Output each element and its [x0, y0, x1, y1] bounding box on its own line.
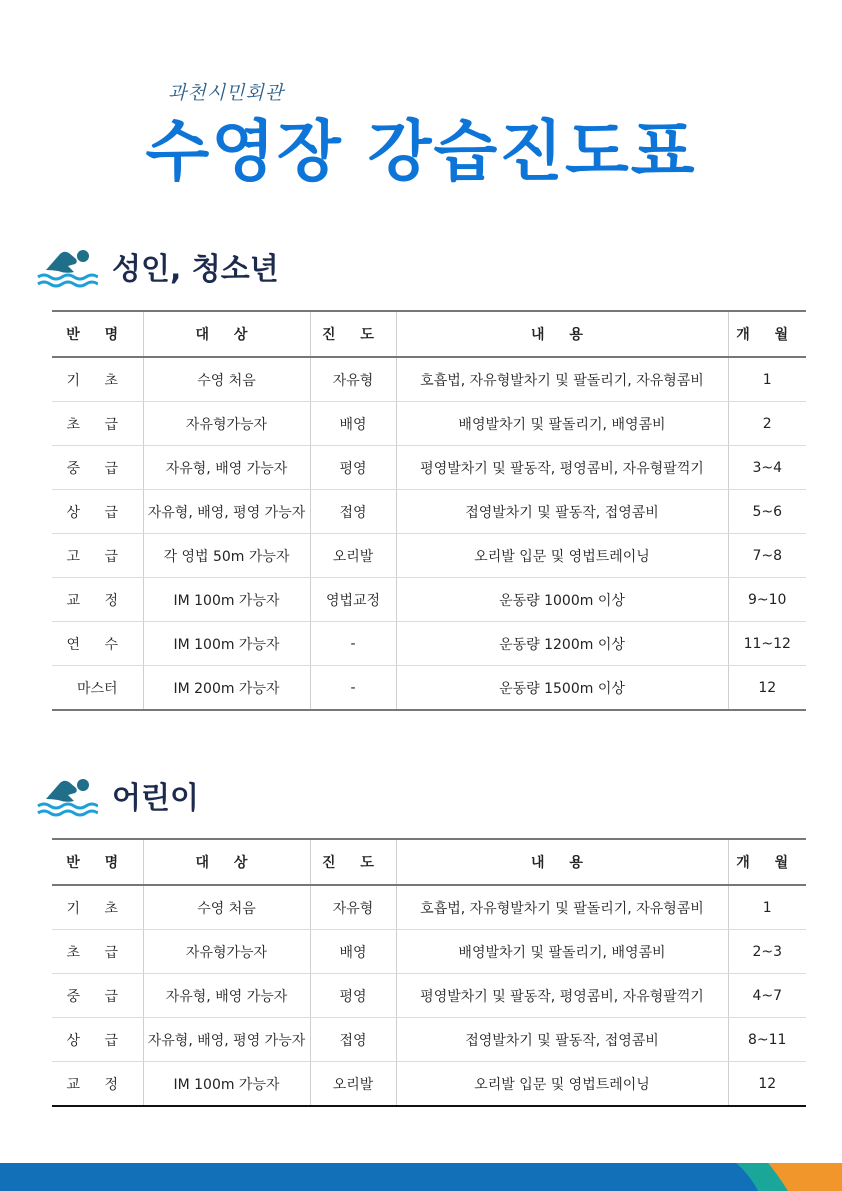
section-title: 성인, 청소년: [112, 252, 279, 287]
months: 2~3: [728, 930, 806, 974]
target: 각 영법 50m 가능자: [143, 534, 310, 578]
column-header-class: 반 명: [52, 839, 143, 885]
months: 2: [728, 402, 806, 446]
progress: 접영: [310, 1018, 396, 1062]
target: 수영 처음: [143, 885, 310, 930]
months: 9~10: [728, 578, 806, 622]
schedule-table-adult: [52, 310, 806, 711]
target: IM 200m 가능자: [143, 666, 310, 711]
class-name: 상 급: [52, 1018, 143, 1062]
content: 배영발차기 및 팔돌리기, 배영콤비: [396, 930, 728, 974]
progress: 오리발: [310, 534, 396, 578]
months: 3~4: [728, 446, 806, 490]
column-header-progress: 진 도: [310, 311, 396, 357]
months: 12: [728, 666, 806, 711]
progress: 오리발: [310, 1062, 396, 1107]
target: 자유형가능자: [143, 930, 310, 974]
class-name: 초 급: [52, 930, 143, 974]
content: 평영발차기 및 팔동작, 평영콤비, 자유형팔꺽기: [396, 446, 728, 490]
section-heading-adult: [36, 241, 279, 291]
table-row: [52, 885, 806, 930]
content: 호흡법, 자유형발차기 및 팔돌리기, 자유형콤비: [396, 357, 728, 402]
class-name: 교 정: [52, 578, 143, 622]
table-row: [52, 534, 806, 578]
target: IM 100m 가능자: [143, 622, 310, 666]
target: IM 100m 가능자: [143, 1062, 310, 1107]
target: IM 100m 가능자: [143, 578, 310, 622]
progress: -: [310, 622, 396, 666]
months: 1: [728, 885, 806, 930]
venue-subtitle: 과천시민회관: [168, 82, 285, 104]
content: 운동량 1500m 이상: [396, 666, 728, 711]
column-header-class: 반 명: [52, 311, 143, 357]
target: 수영 처음: [143, 357, 310, 402]
months: 8~11: [728, 1018, 806, 1062]
months: 1: [728, 357, 806, 402]
progress: 배영: [310, 402, 396, 446]
table-row: [52, 578, 806, 622]
progress: 평영: [310, 974, 396, 1018]
table-row: [52, 622, 806, 666]
table-row: [52, 930, 806, 974]
content: 접영발차기 및 팔동작, 접영콤비: [396, 1018, 728, 1062]
column-header-target: 대 상: [143, 839, 310, 885]
months: 12: [728, 1062, 806, 1107]
progress: 평영: [310, 446, 396, 490]
table-row: [52, 1062, 806, 1107]
class-name: 고 급: [52, 534, 143, 578]
column-header-progress: 진 도: [310, 839, 396, 885]
section-heading-kids: [36, 770, 199, 820]
content: 접영발차기 및 팔동작, 접영콤비: [396, 490, 728, 534]
progress: 자유형: [310, 885, 396, 930]
class-name: 마스터: [52, 666, 143, 711]
months: 11~12: [728, 622, 806, 666]
column-header-months: 개 월: [728, 311, 806, 357]
progress: 영법교정: [310, 578, 396, 622]
table-row: [52, 490, 806, 534]
table-row: [52, 1018, 806, 1062]
table-row: [52, 446, 806, 490]
table-row: [52, 666, 806, 711]
months: 4~7: [728, 974, 806, 1018]
content: 운동량 1200m 이상: [396, 622, 728, 666]
target: 자유형가능자: [143, 402, 310, 446]
content: 오리발 입문 및 영법트레이닝: [396, 534, 728, 578]
class-name: 기 초: [52, 357, 143, 402]
table-row: [52, 357, 806, 402]
target: 자유형, 배영 가능자: [143, 974, 310, 1018]
content: 배영발차기 및 팔돌리기, 배영콤비: [396, 402, 728, 446]
class-name: 초 급: [52, 402, 143, 446]
content: 평영발차기 및 팔동작, 평영콤비, 자유형팔꺽기: [396, 974, 728, 1018]
class-name: 중 급: [52, 974, 143, 1018]
table-header-row: [52, 839, 806, 885]
swimmer-icon: [36, 244, 98, 288]
months: 5~6: [728, 490, 806, 534]
months: 7~8: [728, 534, 806, 578]
content: 운동량 1000m 이상: [396, 578, 728, 622]
table-row: [52, 402, 806, 446]
class-name: 기 초: [52, 885, 143, 930]
progress: -: [310, 666, 396, 711]
content: 호흡법, 자유형발차기 및 팔돌리기, 자유형콤비: [396, 885, 728, 930]
column-header-target: 대 상: [143, 311, 310, 357]
column-header-content: 내 용: [396, 311, 728, 357]
section-title: 어린이: [112, 781, 199, 816]
column-header-content: 내 용: [396, 839, 728, 885]
target: 자유형, 배영, 평영 가능자: [143, 490, 310, 534]
target: 자유형, 배영 가능자: [143, 446, 310, 490]
class-name: 교 정: [52, 1062, 143, 1107]
swimmer-icon: [36, 773, 98, 817]
page-title: 수영장 강습진도표: [145, 113, 697, 190]
table-header-row: [52, 311, 806, 357]
table-row: [52, 974, 806, 1018]
footer-band: [0, 1163, 842, 1191]
column-header-months: 개 월: [728, 839, 806, 885]
progress: 자유형: [310, 357, 396, 402]
class-name: 연 수: [52, 622, 143, 666]
content: 오리발 입문 및 영법트레이닝: [396, 1062, 728, 1107]
schedule-table-kids: [52, 838, 806, 1107]
class-name: 중 급: [52, 446, 143, 490]
progress: 접영: [310, 490, 396, 534]
target: 자유형, 배영, 평영 가능자: [143, 1018, 310, 1062]
class-name: 상 급: [52, 490, 143, 534]
progress: 배영: [310, 930, 396, 974]
